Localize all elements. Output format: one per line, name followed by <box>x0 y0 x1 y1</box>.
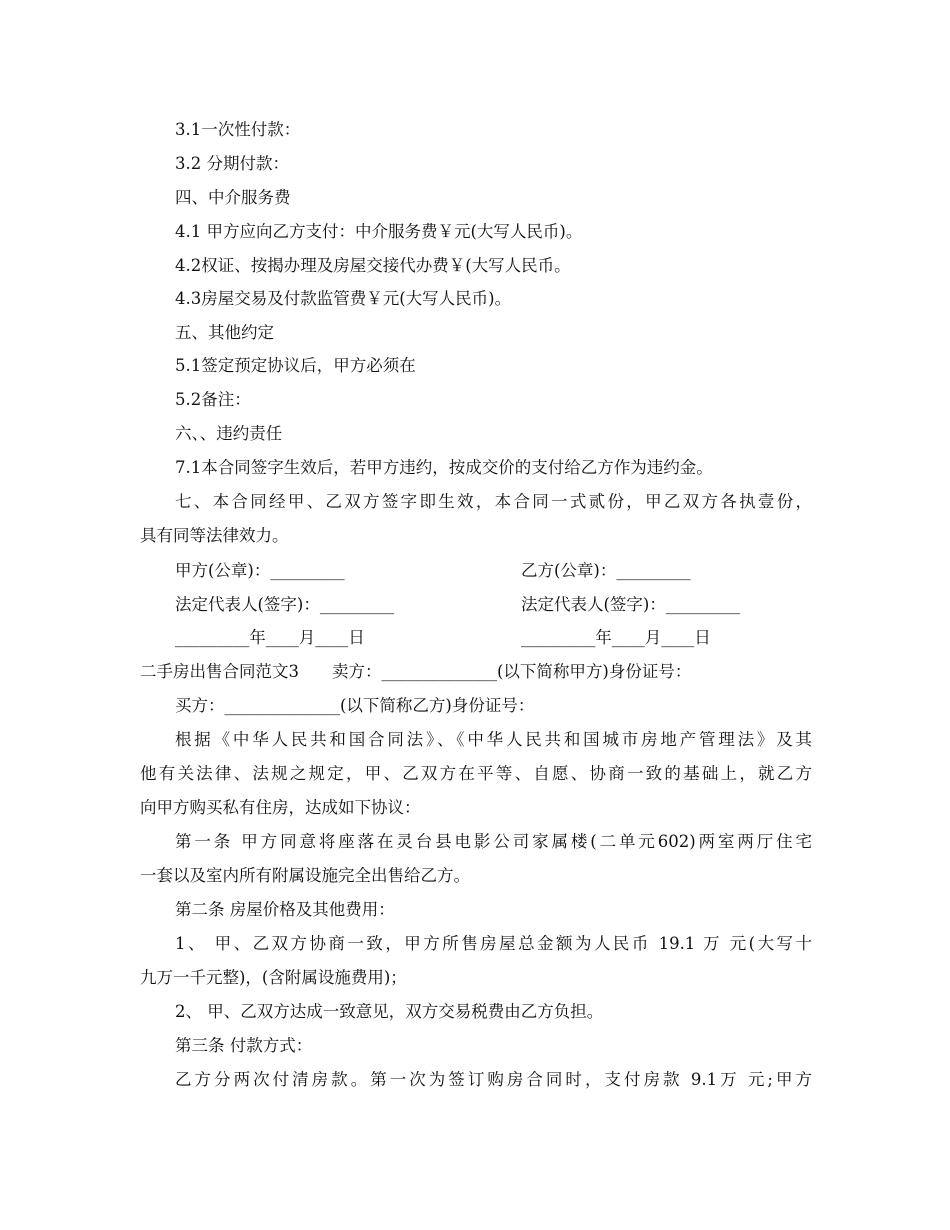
clause-4-2: 4.2权证、按揭办理及房屋交接代办费￥(大写人民币。 <box>175 256 571 275</box>
article-3-heading: 第三条 付款方式： <box>175 1036 313 1055</box>
party-b-seal: 乙方(公章)：_________ <box>521 561 691 580</box>
clause-3-1: 3.1一次性付款： <box>175 120 301 139</box>
article-2-item-2: 2、 甲、乙双方达成一致意见，双方交易税费由乙方负担。 <box>175 1002 604 1021</box>
section-7-text-cont: 具有同等法律效力。 <box>140 526 289 545</box>
clause-5-1: 5.1签定预定协议后，甲方必须在 <box>175 356 416 375</box>
party-a-seal: 甲方(公章)：_________ <box>175 561 345 580</box>
preamble-line-1: 根据《中华人民共和国合同法》、《中华人民共和国城市房地产管理法》及其 <box>175 730 812 749</box>
clause-7-1: 7.1本合同签字生效后，若甲方违约，按成交价的支付给乙方作为违约金。 <box>175 458 713 477</box>
preamble-line-3: 向甲方购买私有住房，达成如下协议： <box>140 798 421 817</box>
clause-4-1: 4.1 甲方应向乙方支付：中介服务费￥元(大写人民币)。 <box>175 222 583 241</box>
party-b-representative: 法定代表人(签字)：_________ <box>521 595 741 614</box>
article-2-heading: 第二条 房屋价格及其他费用： <box>175 900 395 919</box>
section-6-heading: 六、、违约责任 <box>175 424 283 443</box>
party-a-representative: 法定代表人(签字)：_________ <box>175 595 395 614</box>
section-5-heading: 五、其他约定 <box>175 323 274 342</box>
section-7-text: 七、本合同经甲、乙双方签字即生效，本合同一式贰份，甲乙双方各执壹份， <box>175 492 812 511</box>
clause-3-2: 3.2 分期付款： <box>175 154 289 173</box>
article-1-line-1: 第一条 甲方同意将座落在灵台县电影公司家属楼(二单元602)两室两厅住宅 <box>175 832 812 851</box>
clause-4-3: 4.3房屋交易及付款监管费￥元(大写人民币)。 <box>175 289 512 308</box>
party-b-date: _________年____月____日 <box>521 628 711 647</box>
buyer-line: 买方：______________(以下简称乙方)身份证号： <box>175 696 535 715</box>
article-1-line-2: 一套以及室内所有附属设施完全出售给乙方。 <box>140 866 470 885</box>
article-3-line-1: 乙方分两次付清房款。第一次为签订购房合同时，支付房款 9.1万 元;甲方 <box>175 1070 812 1089</box>
contract-3-title-seller: 二手房出售合同范文3 卖方：______________(以下简称甲方)身份证号： <box>140 662 692 681</box>
article-2-item-1-cont: 九万一千元整)，(含附属设施费用)； <box>140 968 407 987</box>
preamble-line-2: 他有关法律、法规之规定，甲、乙双方在平等、自愿、协商一致的基础上，就乙方 <box>140 764 812 783</box>
section-4-heading: 四、中介服务费 <box>175 188 291 207</box>
clause-5-2: 5.2备注： <box>175 390 251 409</box>
article-2-item-1: 1、 甲、乙双方协商一致，甲方所售房屋总金额为人民币 19.1 万 元(大写十 <box>175 934 812 953</box>
party-a-date: _________年____月____日 <box>175 628 365 647</box>
